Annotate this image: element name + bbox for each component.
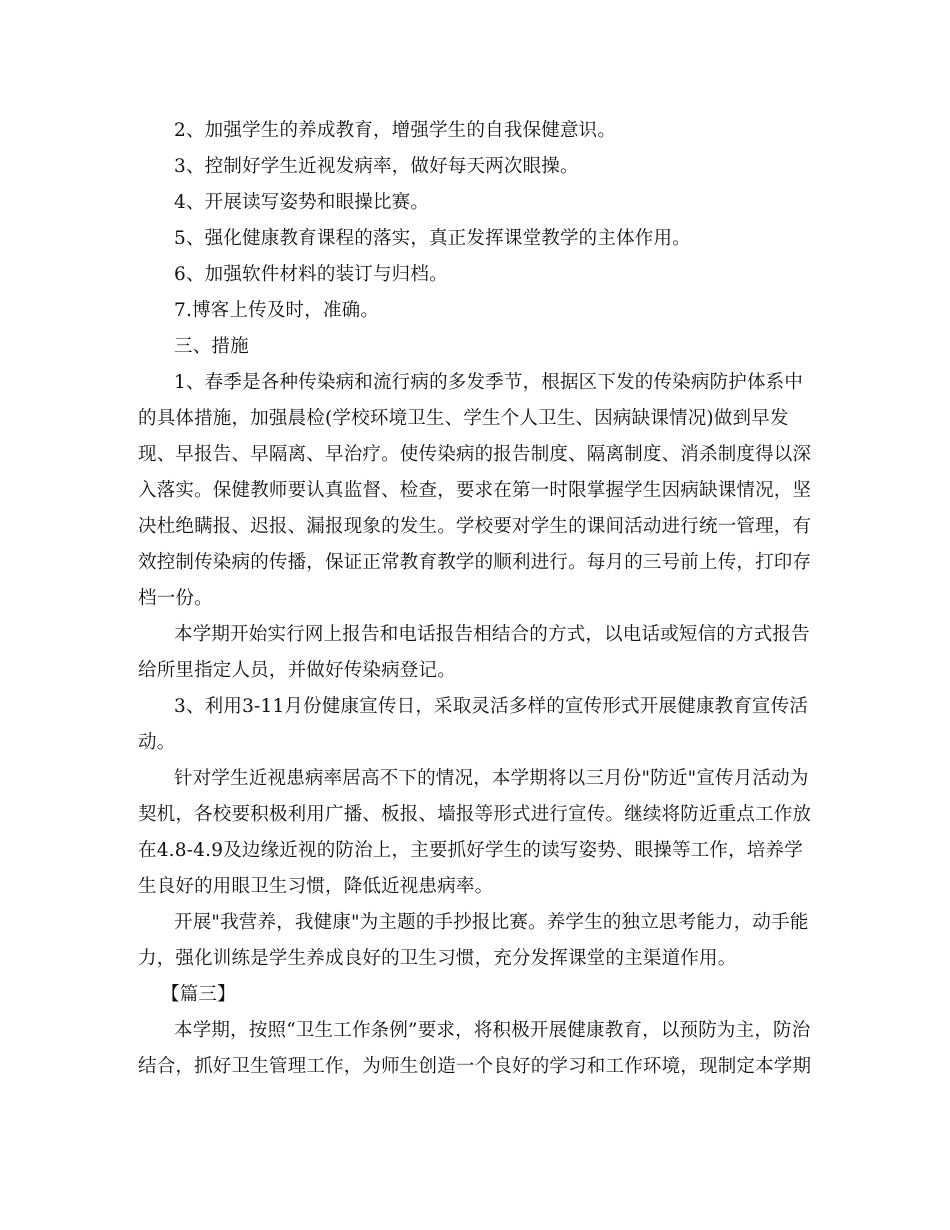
text-line: 1、春季是各种传染病和流行病的多发季节，根据区下发的传染病防护体系中: [174, 372, 804, 393]
text-line: 6、加强软件材料的装订与归档。: [174, 264, 448, 285]
text-line: 效控制传染病的传播，保证正常教育教学的顺利进行。每月的三号前上传，打印存: [138, 552, 812, 573]
text-line: 动。: [138, 732, 176, 753]
text-line: 在4.8-4.9及边缘近视的防治上，主要抓好学生的读写姿势、眼操等工作，培养学: [138, 840, 803, 861]
text-line: 给所里指定人员，并做好传染病登记。: [138, 660, 456, 681]
text-line: 本学期，按照“卫生工作条例”要求，将积极开展健康教育，以预防为主，防治: [174, 1020, 811, 1041]
text-line: 入落实。保健教师要认真监督、检查，要求在第一时限掌握学生因病缺课情况，坚: [138, 480, 812, 501]
section-heading: 【篇三】: [161, 984, 236, 1005]
text-line: 3、利用3-11月份健康宣传日，采取灵活多样的宣传形式开展健康教育宣传活: [174, 696, 809, 717]
text-line: 的具体措施，加强晨检(学校环境卫生、学生个人卫生、因病缺课情况)做到早发: [138, 408, 789, 429]
text-line: 针对学生近视患病率居高不下的情况，本学期将以三月份"防近"宣传月活动为: [174, 768, 809, 789]
text-line: 本学期开始实行网上报告和电话报告相结合的方式，以电话或短信的方式报告: [174, 624, 810, 645]
text-line: 力，强化训练是学生养成良好的卫生习惯，充分发挥课堂的主渠道作用。: [138, 948, 737, 969]
text-line: 契机，各校要积极利用广播、板报、墙报等形式进行宣传。继续将防近重点工作放: [138, 804, 812, 825]
text-line: 7.博客上传及时，准确。: [174, 300, 380, 321]
text-line: 4、开展读写姿势和眼操比赛。: [174, 192, 430, 213]
section-heading: 三、措施: [174, 336, 249, 357]
text-line: 2、加强学生的养成教育，增强学生的自我保健意识。: [174, 120, 617, 141]
text-line: 3、控制好学生近视发病率，做好每天两次眼操。: [174, 156, 579, 177]
text-line: 现、早报告、早隔离、早治疗。使传染病的报告制度、隔离制度、消杀制度得以深: [138, 444, 812, 465]
text-line: 档一份。: [138, 588, 213, 609]
text-line: 决杜绝瞒报、迟报、漏报现象的发生。学校要对学生的课间活动进行统一管理，有: [138, 516, 812, 537]
text-line: 5、强化健康教育课程的落实，真正发挥课堂教学的主体作用。: [174, 228, 691, 249]
text-line: 开展"我营养，我健康"为主题的手抄报比赛。养学生的独立思考能力，动手能: [174, 912, 809, 933]
text-line: 结合，抓好卫生管理工作，为师生创造一个良好的学习和工作环境，现制定本学期: [138, 1056, 812, 1077]
text-line: 生良好的用眼卫生习惯，降低近视患病率。: [138, 876, 494, 897]
